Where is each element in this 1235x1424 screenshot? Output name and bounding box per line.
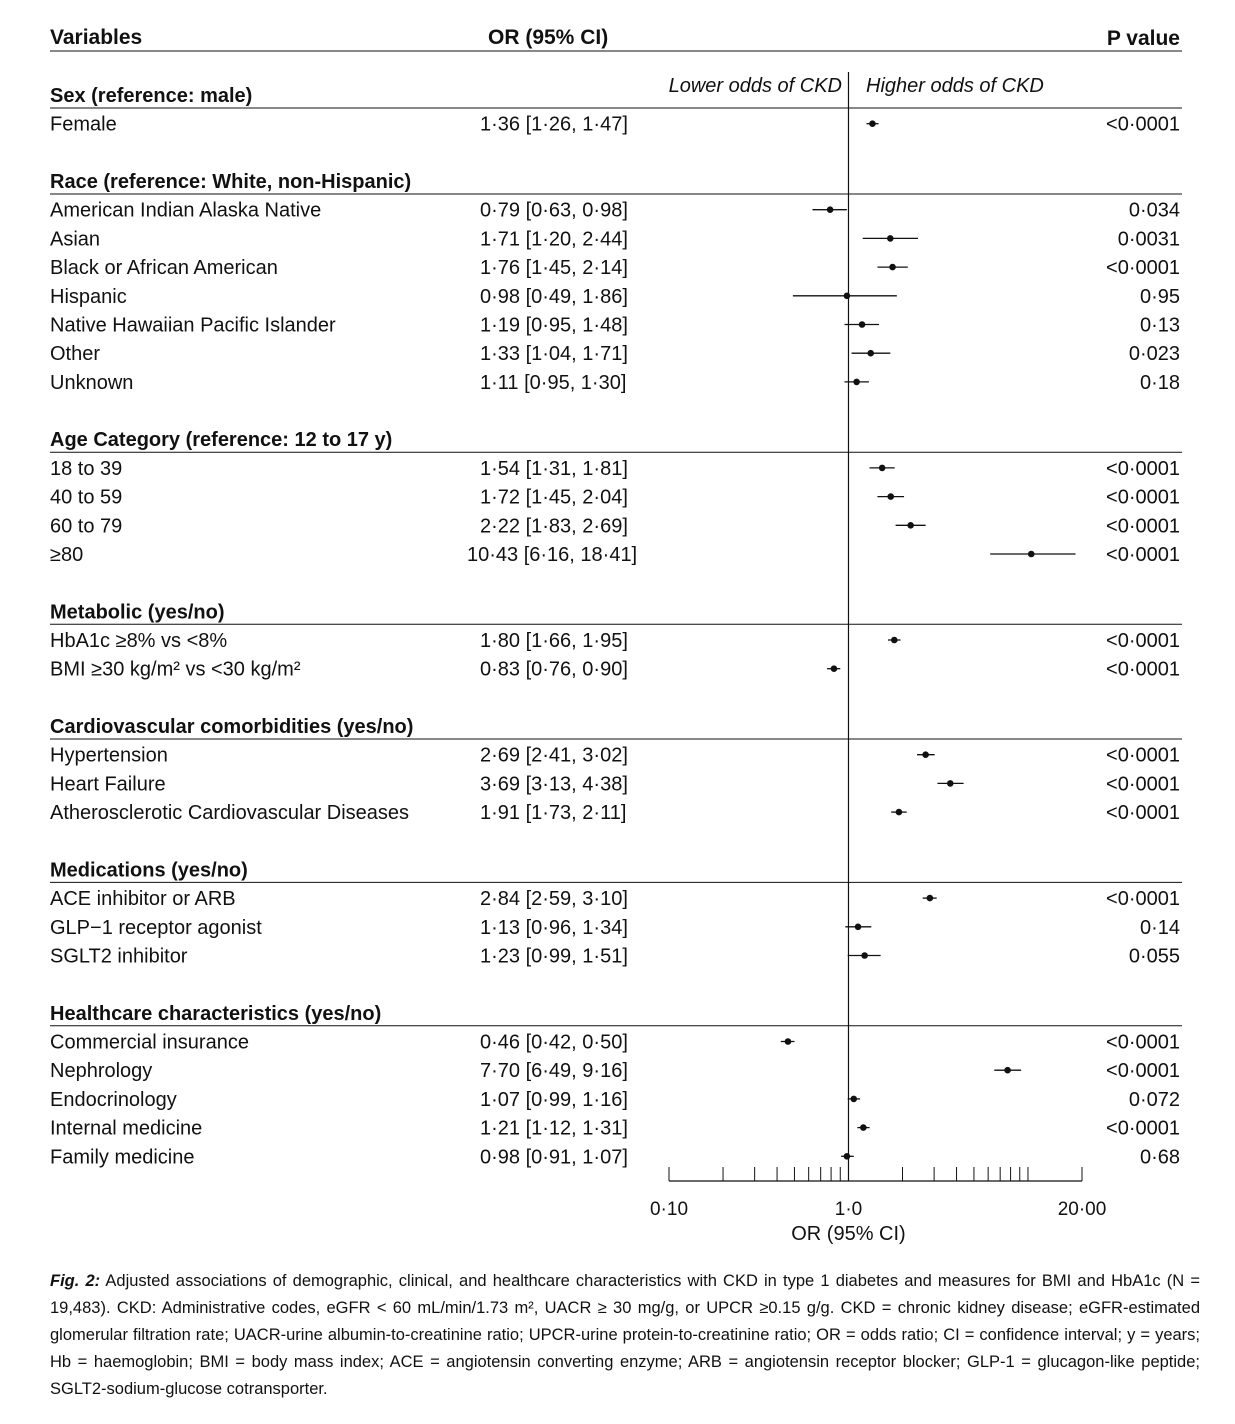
- or-point: [896, 809, 903, 816]
- group-header: Cardiovascular comorbidities (yes/no): [50, 716, 414, 738]
- group-header: Medications (yes/no): [50, 859, 248, 882]
- row-label: Asian: [50, 228, 101, 251]
- or-ci-text: 1·80 [1·66, 1·95]: [480, 630, 628, 652]
- p-value-text: <0·0001: [1106, 658, 1180, 681]
- p-value-text: 0·034: [1128, 199, 1180, 222]
- p-value-text: 0·023: [1128, 343, 1180, 366]
- or-point: [887, 493, 894, 500]
- or-point: [853, 379, 860, 386]
- row-label: Hypertension: [50, 744, 168, 767]
- row-label: 18 to 39: [50, 457, 123, 480]
- or-ci-text: 0·98 [0·91, 1·07]: [480, 1146, 628, 1169]
- or-point: [860, 1124, 867, 1131]
- row-label: ACE inhibitor or ARB: [50, 888, 236, 911]
- or-ci-header: OR (95% CI): [488, 26, 609, 49]
- row-label: Black or African American: [50, 257, 278, 280]
- p-value-text: <0·0001: [1106, 457, 1180, 480]
- or-ci-text: 1·07 [0·99, 1·16]: [480, 1088, 628, 1111]
- caption-text: Adjusted associations of demographic, clinical, and healthcare characteristics with CKD in type 1 diabetes and measures for BMI and HbA1c (N = 19,483). CKD: Administrative codes, eGFR < 60 mL/min/1.73 m², UACR ≥ 30 mg/g, or UPCR ≥0.15 g/g. CKD = chronic kidney disease; eGFR-estimated glomerular filtration rate; UACR-urine albumin-to-creatinine ratio; UPCR-urine protein-to-creatinine ratio; OR = odds ratio; CI = confidence interval; y = years; Hb = haemoglobin; BMI = body mass index; ACE = angiotensin converting enzyme; ARB = angiotensin receptor blocker; GLP-1 = glucagon-like peptide; SGLT2-sodium-glucose cotransporter.: [50, 1272, 1200, 1398]
- or-ci-text: 3·69 [3·13, 4·38]: [480, 773, 628, 796]
- row-label: Heart Failure: [50, 773, 166, 796]
- p-value-text: 0·072: [1128, 1088, 1180, 1111]
- or-ci-text: 0·98 [0·49, 1·86]: [480, 285, 628, 308]
- or-ci-text: 1·19 [0·95, 1·48]: [480, 314, 628, 337]
- x-axis-title: OR (95% CI): [791, 1223, 906, 1245]
- or-ci-text: 1·72 [1·45, 2·04]: [480, 486, 628, 509]
- row-label: Hispanic: [50, 285, 127, 308]
- or-ci-text: 0·46 [0·42, 0·50]: [480, 1031, 628, 1054]
- row-label: GLP−1 receptor agonist: [50, 916, 262, 939]
- p-value-text: 0·0031: [1117, 228, 1180, 251]
- group-header: Healthcare characteristics (yes/no): [50, 1002, 382, 1025]
- or-point: [869, 120, 876, 127]
- or-ci-text: 1·13 [0·96, 1·34]: [480, 916, 628, 939]
- or-point: [859, 321, 866, 328]
- or-point: [785, 1038, 792, 1045]
- or-ci-text: 0·83 [0·76, 0·90]: [480, 658, 628, 681]
- or-point: [867, 350, 874, 357]
- p-value-text: <0·0001: [1106, 744, 1180, 767]
- or-point: [907, 522, 914, 529]
- or-point: [887, 235, 894, 242]
- higher-odds-label: Higher odds of CKD: [866, 75, 1044, 97]
- p-value-text: 0·13: [1139, 314, 1180, 337]
- p-value-text: 0·055: [1128, 945, 1180, 968]
- p-value-header: P value: [1106, 27, 1180, 50]
- or-ci-text: 2·69 [2·41, 3·02]: [480, 744, 628, 767]
- or-ci-text: 1·54 [1·31, 1·81]: [480, 457, 628, 480]
- row-label: 40 to 59: [50, 486, 123, 509]
- tick-label: 0·10: [649, 1199, 689, 1220]
- or-point: [1004, 1067, 1011, 1074]
- row-label: ≥80: [50, 544, 84, 566]
- figure-label: Fig. 2:: [50, 1272, 101, 1290]
- lower-odds-label: Lower odds of CKD: [668, 75, 842, 97]
- or-point: [891, 637, 898, 644]
- or-ci-text: 1·21 [1·12, 1·31]: [480, 1117, 628, 1140]
- p-value-text: <0·0001: [1106, 486, 1180, 509]
- row-label: American Indian Alaska Native: [50, 199, 322, 222]
- or-point: [850, 1096, 857, 1103]
- or-point: [922, 751, 929, 758]
- or-point: [844, 1153, 851, 1160]
- or-ci-text: 2·84 [2·59, 3·10]: [480, 888, 628, 911]
- or-point: [844, 293, 851, 300]
- p-value-text: 0·18: [1139, 371, 1180, 394]
- p-value-text: 0·14: [1139, 916, 1180, 939]
- row-label: SGLT2 inhibitor: [50, 945, 188, 968]
- row-label: 60 to 79: [50, 515, 123, 538]
- p-value-text: 0·95: [1139, 285, 1180, 308]
- or-ci-text: 1·33 [1·04, 1·71]: [480, 343, 628, 366]
- p-value-text: 0·68: [1139, 1146, 1180, 1169]
- row-label: Endocrinology: [50, 1088, 177, 1111]
- group-header: Metabolic (yes/no): [50, 601, 225, 624]
- row-label: Atherosclerotic Cardiovascular Diseases: [50, 802, 410, 825]
- row-label: Native Hawaiian Pacific Islander: [50, 314, 336, 337]
- or-ci-text: 10·43 [6·16, 18·41]: [467, 544, 638, 566]
- or-point: [879, 465, 886, 472]
- p-value-text: <0·0001: [1106, 1117, 1180, 1140]
- p-value-text: <0·0001: [1106, 773, 1180, 796]
- or-point: [889, 264, 896, 271]
- row-label: Family medicine: [50, 1146, 195, 1169]
- p-value-text: <0·0001: [1106, 630, 1180, 652]
- row-label: Internal medicine: [50, 1117, 203, 1140]
- group-header: Race (reference: White, non-Hispanic): [50, 171, 412, 193]
- row-label: Female: [50, 113, 117, 136]
- row-label: BMI ≥30 kg/m² vs <30 kg/m²: [50, 658, 301, 681]
- or-ci-text: 0·79 [0·63, 0·98]: [480, 199, 628, 222]
- row-label: Other: [50, 343, 101, 366]
- variables-header: Variables: [50, 26, 143, 49]
- p-value-text: <0·0001: [1106, 544, 1180, 566]
- or-ci-text: 7·70 [6·49, 9·16]: [480, 1060, 628, 1083]
- tick-label: 1·0: [834, 1199, 863, 1220]
- or-point: [827, 206, 834, 213]
- or-ci-text: 1·76 [1·45, 2·14]: [480, 257, 628, 280]
- or-point: [831, 665, 838, 672]
- or-point: [855, 924, 862, 931]
- or-point: [1028, 551, 1035, 558]
- or-ci-text: 1·71 [1·20, 2·44]: [480, 228, 628, 251]
- p-value-text: <0·0001: [1106, 802, 1180, 825]
- row-label: Commercial insurance: [50, 1031, 249, 1054]
- group-header: Sex (reference: male): [50, 85, 253, 107]
- or-ci-text: 1·23 [0·99, 1·51]: [480, 945, 628, 968]
- group-header: Age Category (reference: 12 to 17 y): [50, 429, 393, 452]
- p-value-text: <0·0001: [1106, 515, 1180, 538]
- p-value-text: <0·0001: [1106, 113, 1180, 136]
- row-label: Nephrology: [50, 1060, 153, 1083]
- or-ci-text: 1·36 [1·26, 1·47]: [480, 113, 628, 136]
- p-value-text: <0·0001: [1106, 888, 1180, 911]
- or-point: [947, 780, 954, 787]
- figure-caption: [50, 1268, 1200, 1403]
- or-ci-text: 1·11 [0·95, 1·30]: [480, 371, 627, 394]
- or-point: [861, 952, 868, 959]
- or-ci-text: 1·91 [1·73, 2·11]: [480, 802, 627, 825]
- or-point: [927, 895, 934, 902]
- row-label: Unknown: [50, 371, 134, 394]
- row-label: HbA1c ≥8% vs <8%: [50, 630, 228, 652]
- or-ci-text: 2·22 [1·83, 2·69]: [480, 515, 628, 538]
- p-value-text: <0·0001: [1106, 1060, 1180, 1083]
- p-value-text: <0·0001: [1106, 257, 1180, 280]
- tick-label: 20·00: [1057, 1199, 1107, 1220]
- p-value-text: <0·0001: [1106, 1031, 1180, 1054]
